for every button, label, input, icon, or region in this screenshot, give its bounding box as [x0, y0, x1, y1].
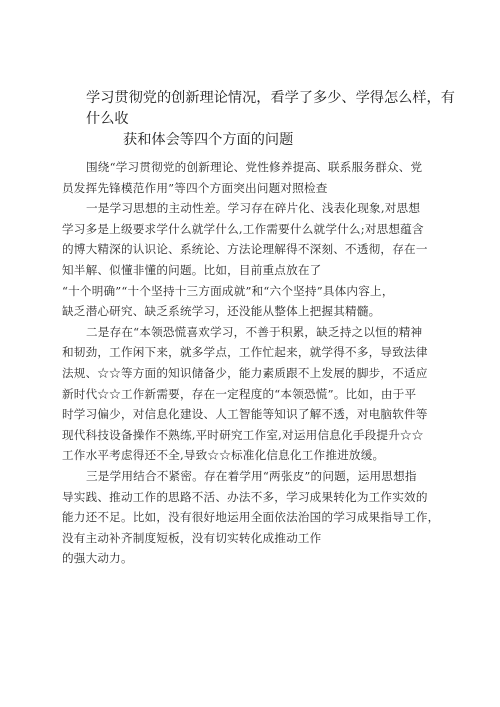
body-line: 二是存在“本领恐慌喜欢学习，不善于积累，缺乏持之以恒的精神	[86, 324, 423, 339]
document-body	[62, 157, 460, 569]
body-line: “十个明确”“十个坚持十三方面成就”和“六个坚持”具体内容上，	[62, 283, 394, 298]
body-line: 导实践、推动工作的思路不活、办法不多，学习成果转化为工作实效的	[62, 489, 428, 504]
body-line: 知半解、似懂非懂的问题。比如，目前重点放在了	[62, 262, 322, 277]
body-line: 围绕“学习贯彻党的创新理论、党性修养提高、联系服务群众、党	[86, 160, 423, 174]
body-line: 学习多是上级要求学什么就学什么,工作需要什么就学什么;对思想蕴含	[62, 221, 424, 236]
document-title	[86, 88, 466, 151]
title-line-2: 获和体会等四个方面的问题	[123, 132, 294, 148]
body-line: 三是学用结合不紧密。存在着学用“两张皮”的问题，运用思想指	[86, 468, 417, 483]
body-line: 和韧劲，工作闲下来，就多学点，工作忙起来，就学得不多，导致法律	[62, 345, 428, 360]
body-line: 一是学习思想的主动性差。学习存在碎片化、浅表化现象,对思想	[86, 201, 421, 216]
body-line: 缺乏潜心研究、缺乏系统学习，还没能从整体上把握其精髓。	[62, 304, 381, 319]
title-line-1: 学习贯彻党的创新理论情况，看学了多少、学得怎么样，有什么收	[86, 90, 455, 127]
body-line: 新时代☆☆工作新需要，存在一定程度的“本领恐慌”。比如，由于平	[62, 386, 417, 401]
body-line: 工作水平考虑得还不全,导致☆☆标准化信息化工作推进放缓。	[62, 448, 385, 463]
body-line: 时学习偏少，对信息化建设、人工智能等知识了解不透，对电脑软件等	[62, 407, 428, 422]
body-line: 的博大精深的认识论、系统论、方法论理解得不深刻、不透彻，存在一	[62, 242, 428, 257]
body-line: 能力还不足。比如，没有很好地运用全面依法治国的学习成果指导工作，	[62, 510, 440, 525]
body-line: 没有主动补齐制度短板，没有切实转化成推动工作	[62, 530, 322, 545]
body-line: 员发挥先锋模范作用”等四个方面突出问题对照检查	[62, 180, 328, 195]
body-line: 法规、☆☆等方面的知识储备少，能力素质跟不上发展的脚步，不适应	[62, 365, 428, 380]
body-line: 的强大动力。	[62, 551, 133, 566]
body-line: 现代科技设备操作不熟练,平时研究工作室,对运用信息化手段提升☆☆	[62, 427, 424, 442]
